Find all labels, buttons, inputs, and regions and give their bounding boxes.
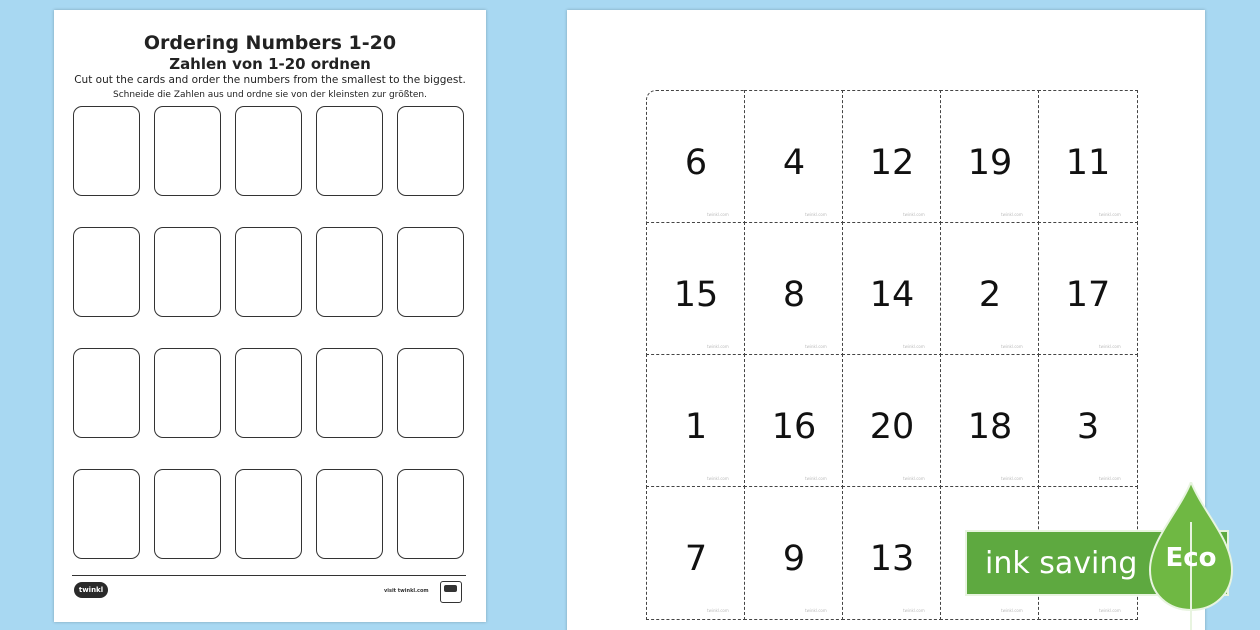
number-card	[1038, 222, 1138, 356]
number-card	[1038, 90, 1138, 224]
card-number: 15	[673, 275, 719, 315]
footer-badge-icon	[440, 581, 462, 603]
card-watermark: twinkl.com	[805, 607, 827, 613]
card-number: 16	[771, 407, 817, 447]
answer-box	[73, 469, 140, 559]
answer-box	[73, 227, 140, 317]
number-card	[646, 354, 746, 488]
answer-box	[397, 227, 464, 317]
number-card	[842, 222, 942, 356]
number-card	[1038, 354, 1138, 488]
answer-box	[316, 106, 383, 196]
twinkl-logo: twinkl	[74, 582, 108, 598]
card-watermark: twinkl.com	[1001, 607, 1023, 613]
card-number: 4	[782, 143, 806, 183]
number-card	[646, 222, 746, 356]
card-number: 18	[967, 407, 1013, 447]
footer-url: visit twinkl.com	[384, 588, 429, 594]
card-watermark: twinkl.com	[1099, 475, 1121, 481]
card-number: 7	[684, 539, 708, 579]
card-number: 17	[1065, 275, 1111, 315]
number-card	[744, 222, 844, 356]
card-watermark: twinkl.com	[707, 607, 729, 613]
answer-box	[154, 106, 221, 196]
answer-box	[154, 227, 221, 317]
number-card	[940, 90, 1040, 224]
card-watermark: twinkl.com	[707, 211, 729, 217]
card-watermark: twinkl.com	[805, 475, 827, 481]
instruction-german: Schneide die Zahlen aus und ordne sie von der kleinsten zur größten.	[112, 90, 427, 100]
instruction-english: Cut out the cards and order the numbers from the smallest to the biggest.	[74, 74, 466, 86]
card-number: 14	[869, 275, 915, 315]
worksheet-page	[54, 10, 486, 622]
answer-box	[235, 227, 302, 317]
card-number: 6	[684, 143, 708, 183]
number-card	[744, 486, 844, 620]
answer-box	[154, 348, 221, 438]
answer-box	[235, 469, 302, 559]
answer-box	[235, 106, 302, 196]
footer-divider	[72, 575, 466, 576]
card-watermark: twinkl.com	[707, 475, 729, 481]
card-watermark: twinkl.com	[805, 343, 827, 349]
number-card	[842, 354, 942, 488]
number-card	[842, 90, 942, 224]
card-watermark: twinkl.com	[805, 211, 827, 217]
number-card	[646, 486, 746, 620]
number-card	[842, 486, 942, 620]
card-number: 1	[684, 407, 708, 447]
number-card	[646, 90, 746, 224]
eco-leaf-icon	[1148, 482, 1234, 630]
worksheet-subtitle: Zahlen von 1-20 ordnen	[169, 55, 371, 73]
answer-box	[397, 469, 464, 559]
card-watermark: twinkl.com	[1099, 211, 1121, 217]
number-card	[940, 222, 1040, 356]
answer-box	[316, 469, 383, 559]
answer-box	[73, 348, 140, 438]
answer-box	[73, 106, 140, 196]
answer-box	[397, 106, 464, 196]
card-number: 3	[1076, 407, 1100, 447]
answer-box	[235, 348, 302, 438]
card-watermark: twinkl.com	[1001, 475, 1023, 481]
card-number: 8	[782, 275, 806, 315]
card-number: 11	[1065, 143, 1111, 183]
answer-box-grid	[73, 106, 464, 559]
card-watermark: twinkl.com	[1099, 343, 1121, 349]
card-number: 2	[978, 275, 1002, 315]
worksheet-title: Ordering Numbers 1-20	[143, 32, 397, 54]
ink-saving-text: ink saving	[985, 546, 1138, 581]
card-watermark: twinkl.com	[903, 343, 925, 349]
card-watermark: twinkl.com	[1001, 343, 1023, 349]
card-number: 9	[782, 539, 806, 579]
answer-box	[154, 469, 221, 559]
card-watermark: twinkl.com	[903, 475, 925, 481]
answer-box	[316, 227, 383, 317]
number-card	[744, 90, 844, 224]
card-watermark: twinkl.com	[903, 211, 925, 217]
card-watermark: twinkl.com	[707, 343, 729, 349]
card-number: 20	[869, 407, 915, 447]
number-card	[744, 354, 844, 488]
card-number: 19	[967, 143, 1013, 183]
card-watermark: twinkl.com	[903, 607, 925, 613]
eco-label: Eco	[1165, 543, 1217, 573]
answer-box	[316, 348, 383, 438]
card-watermark: twinkl.com	[1001, 211, 1023, 217]
card-watermark: twinkl.com	[1099, 607, 1121, 613]
answer-box	[397, 348, 464, 438]
number-card	[940, 354, 1040, 488]
card-number: 12	[869, 143, 915, 183]
card-number: 13	[869, 539, 915, 579]
